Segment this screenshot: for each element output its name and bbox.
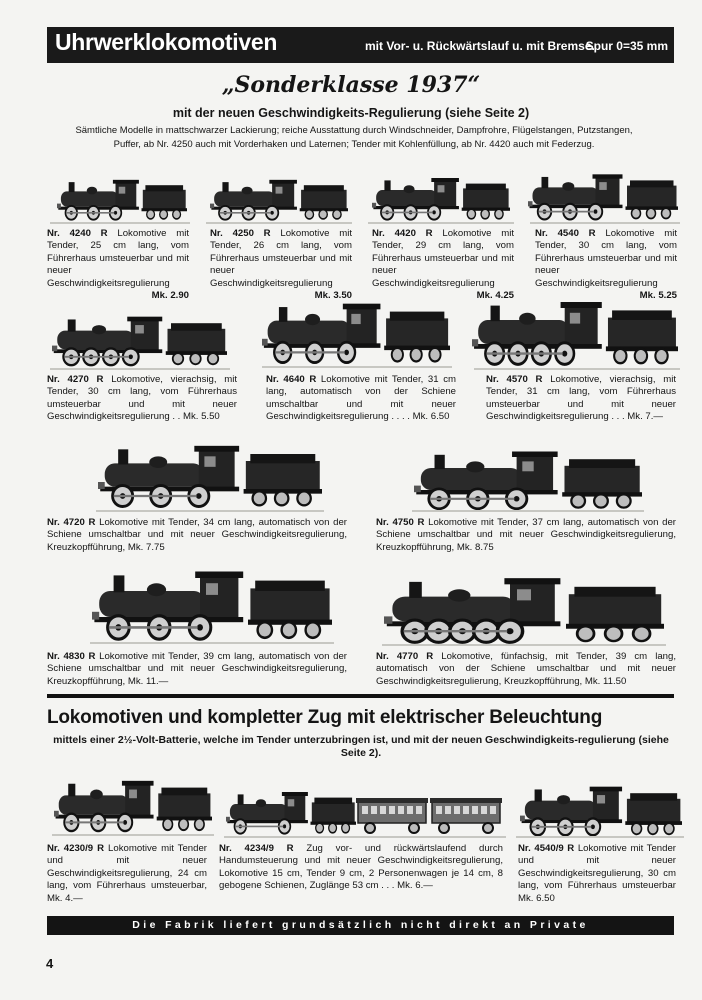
product-text: Zug vor- und rückwärtslaufend durch Handumsteuerung und mit neuer Geschwindigkeitsregulierung, Lokomotive 15 cm, Tender 9 cm, 2 Personenwagen je 14 cm, 8 gebogene Schienen, Zuglänge 53 cm . . . Mk. 6.— bbox=[219, 843, 503, 892]
display-shelf bbox=[50, 368, 230, 370]
product-caption bbox=[372, 228, 514, 302]
header-gauge: Spur 0=35 mm bbox=[585, 39, 668, 53]
locomotive-illustration bbox=[384, 572, 664, 646]
product-caption bbox=[47, 228, 189, 302]
product-caption bbox=[47, 843, 207, 905]
display-shelf bbox=[206, 222, 352, 224]
product-number: Nr. 4250 R bbox=[210, 228, 271, 239]
product-number: Nr. 4720 R bbox=[47, 517, 96, 528]
section-divider bbox=[47, 694, 674, 698]
product-text: Lokomotive mit Tender, 29 cm lang, vom Führerhaus umsteuerbar und mit neuer Geschwindigkeitsregulierung bbox=[372, 228, 515, 289]
display-shelf bbox=[90, 642, 334, 644]
product-number: Nr. 4240 R bbox=[47, 228, 108, 239]
product-text: Lokomotive, vierachsig, mit Tender, 31 cm lang, vom Führerhaus umsteuerbar und mit neuer Geschwindigkeitsregulierung . . . Mk. 7.— bbox=[486, 374, 677, 423]
header-title: Uhrwerklokomotiven bbox=[55, 29, 278, 55]
product-text: Lokomotive mit Tender, 30 cm lang, vom Führerhaus umsteuerbar und mit neuer Geschwindigkeitsregulierung bbox=[535, 228, 678, 289]
display-shelf bbox=[52, 834, 214, 836]
product-text: Lokomotive mit Tender, 39 cm lang, automatisch von der Schiene umschaltbar und mit neuer Geschwindigkeitsregulierung, Kreuzkopfführung, Mk. 11.— bbox=[47, 651, 347, 687]
product-caption bbox=[486, 374, 676, 424]
section-subheadline: mit der neuen Geschwindigkeits-Regulierung (siehe Seite 2) bbox=[172, 106, 530, 120]
section2-headline: Lokomotiven und kompletter Zug mit elektrischer Beleuchtung bbox=[47, 707, 603, 728]
page-header-bar bbox=[47, 27, 674, 63]
product-caption bbox=[266, 374, 456, 424]
product-text: Lokomotive mit Tender, 25 cm lang, vom Führerhaus umsteuerbar und mit neuer Geschwindigkeitsregulierung bbox=[47, 228, 190, 289]
product-caption bbox=[376, 651, 676, 688]
locomotive-illustration bbox=[54, 776, 212, 834]
display-shelf bbox=[262, 366, 452, 368]
description-line: Puffer, ab Nr. 4250 auch mit Vorderhaken und Laternen; Tender mit Kohlenfüllung, ab Nr. 4420 auch mit Federzug. bbox=[113, 139, 595, 150]
product-caption bbox=[47, 517, 347, 554]
locomotive-illustration bbox=[414, 446, 642, 512]
product-text: Lokomotive mit Tender, 34 cm lang, automatisch von der Schiene umschaltbar und mit neuer Geschwindigkeitsregulierung, Kreuzkopfführung, Mk. 7.75 bbox=[47, 517, 347, 553]
product-number: Nr. 4770 R bbox=[376, 651, 434, 662]
locomotive-illustration bbox=[372, 174, 510, 222]
display-shelf bbox=[412, 510, 644, 512]
display-shelf bbox=[50, 222, 190, 224]
display-shelf bbox=[382, 644, 666, 646]
display-shelf bbox=[474, 368, 680, 370]
product-number: Nr. 4540 R bbox=[535, 228, 596, 239]
locomotive-illustration bbox=[472, 296, 678, 368]
product-price: Mk. 2.90 bbox=[151, 290, 189, 302]
product-text: Lokomotive mit Tender, 37 cm lang, automatisch von der Schiene umschaltbar und mit neuer Geschwindigkeitsregulierung, Kreuzkopfführung, Mk. 8.75 bbox=[376, 517, 676, 553]
product-text: Lokomotive, fünfachsig, mit Tender, 39 cm lang, automatisch von der Schiene umschaltbar und mit neuer Geschwindigkeitsregulierung, Kreuzkopfführung, Mk. 11.50 bbox=[376, 651, 677, 687]
display-shelf bbox=[530, 222, 680, 224]
product-caption bbox=[210, 228, 352, 302]
product-caption bbox=[518, 843, 676, 905]
description-line: Sämtliche Modelle in mattschwarzer Lackierung; reiche Ausstattung durch Windschneider, Dampfrohre, Flügelstangen, Putzstangen, bbox=[75, 125, 633, 136]
product-text: Lokomotive mit Tender, 31 cm lang, automatisch von der Schiene umschaltbar und mit neuer Geschwindigkeitsregulierung . . . . Mk. 6.50 bbox=[266, 374, 456, 423]
header-subtitle: mit Vor- u. Rückwärtslauf u. mit Bremse. bbox=[365, 39, 595, 53]
train-locomotive-illustration bbox=[226, 788, 356, 836]
product-number: Nr. 4420 R bbox=[372, 228, 433, 239]
display-shelf bbox=[368, 222, 514, 224]
locomotive-illustration bbox=[528, 170, 678, 222]
display-shelf bbox=[96, 510, 324, 512]
locomotive-illustration bbox=[98, 440, 322, 510]
product-price: Mk. 4.25 bbox=[476, 290, 514, 302]
locomotive-illustration bbox=[52, 312, 227, 368]
product-number: Nr. 4234/9 R bbox=[219, 843, 294, 854]
product-number: Nr. 4230/9 R bbox=[47, 843, 105, 854]
product-number: Nr. 4270 R bbox=[47, 374, 104, 385]
locomotive-illustration bbox=[92, 565, 332, 643]
locomotive-illustration bbox=[520, 782, 682, 838]
product-caption bbox=[47, 651, 347, 688]
product-number: Nr. 4570 R bbox=[486, 374, 543, 385]
coach-illustration bbox=[356, 795, 428, 835]
product-number: Nr. 4640 R bbox=[266, 374, 317, 385]
product-caption bbox=[376, 517, 676, 554]
section-description bbox=[40, 124, 668, 152]
product-caption bbox=[219, 843, 503, 893]
section2-subheadline: mittels einer 2½-Volt-Batterie, welche im Tender unterzubringen ist, und mit der neuen Geschwindigkeits-regulierung (siehe Seite 2). bbox=[53, 734, 669, 759]
page-number: 4 bbox=[46, 956, 54, 971]
coach-illustration bbox=[430, 795, 502, 835]
product-price: Mk. 3.50 bbox=[314, 290, 352, 302]
product-number: Nr. 4750 R bbox=[376, 517, 425, 528]
product-caption bbox=[535, 228, 677, 302]
section-headline: „Sonderklasse 1937“ bbox=[221, 72, 481, 98]
product-text: Lokomotive mit Tender und mit neuer Geschwindigkeitsregulierung, 30 cm lang, vom Führerhaus umsteuerbar Mk. 6.50 bbox=[518, 843, 676, 904]
locomotive-illustration bbox=[57, 176, 187, 222]
display-shelf bbox=[224, 836, 506, 838]
locomotive-illustration bbox=[262, 298, 450, 366]
product-price: Mk. 5.25 bbox=[639, 290, 677, 302]
product-number: Nr. 4830 R bbox=[47, 651, 96, 662]
locomotive-illustration bbox=[210, 176, 348, 222]
product-text: Lokomotive mit Tender und mit neuer Geschwindigkeitsregulierung, 24 cm lang, vom Führerhaus umsteuerbar, Mk. 4.— bbox=[47, 843, 208, 904]
footer-banner: Die Fabrik liefert grundsätzlich nicht direkt an Private bbox=[47, 916, 674, 935]
product-number: Nr. 4540/9 R bbox=[518, 843, 575, 854]
display-shelf bbox=[516, 836, 684, 838]
product-caption bbox=[47, 374, 237, 424]
product-text: Lokomotive, vierachsig, mit Tender, 30 cm lang, vom Führerhaus umsteuerbar und mit neuer Geschwindigkeitsregulierung . . Mk. 5.50 bbox=[47, 374, 238, 423]
product-text: Lokomotive mit Tender, 26 cm lang, vom Führerhaus umsteuerbar und mit neuer Geschwindigkeitsregulierung bbox=[210, 228, 353, 289]
